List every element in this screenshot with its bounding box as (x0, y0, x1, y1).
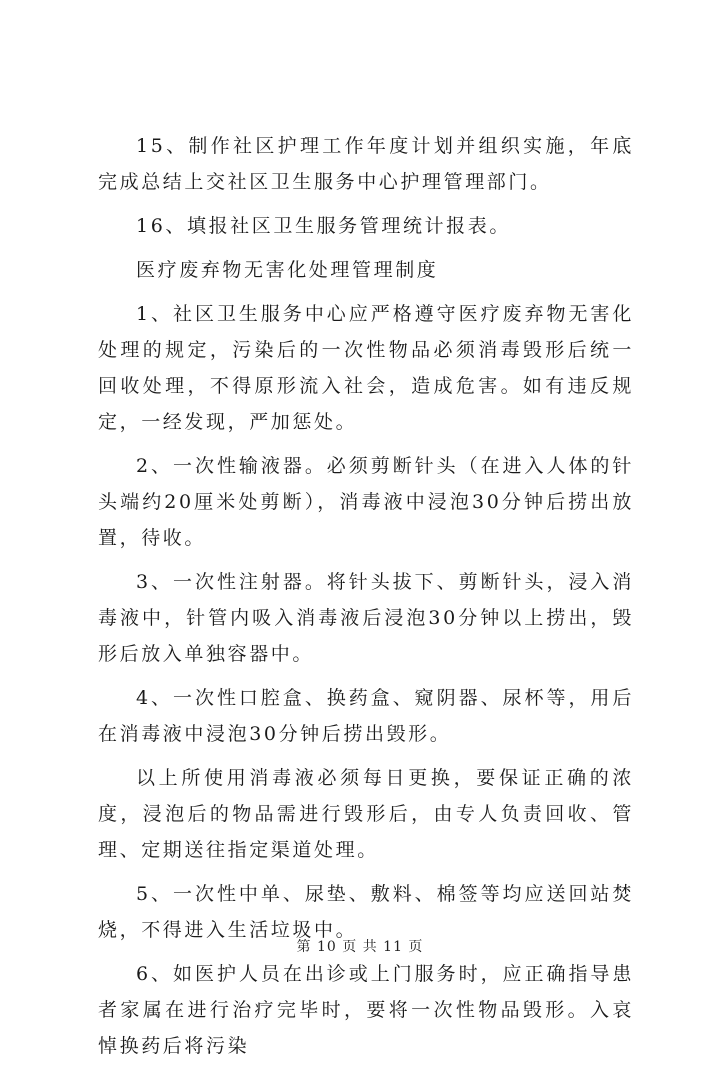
paragraph-15: 15、制作社区护理工作年度计划并组织实施，年底完成总结上交社区卫生服务中心护理管理部门。 (98, 135, 634, 193)
paragraph-16: 16、填报社区卫生服务管理统计报表。 (136, 215, 511, 237)
paragraph-rule-6: 6、如医护人员在出诊或上门服务时，应正确指导患者家属在进行治疗完毕时，要将一次性物品毁形。入哀悼换药后将污染 (98, 963, 634, 1057)
document-body (98, 128, 634, 1072)
paragraph-rule-1: 1、社区卫生服务中心应严格遵守医疗废弃物无害化处理的规定，污染后的一次性物品必须消毒毁形后统一回收处理，不得原形流入社会，造成危害。如有违反规定，一经发现，严加惩处。 (98, 303, 634, 433)
paragraph-rule-5: 5、一次性中单、尿垫、敷料、棉签等均应送回站焚烧，不得进入生活垃圾中。 (98, 883, 634, 941)
paragraph-disinfectant-note: 以上所使用消毒液必须每日更换，要保证正确的浓度，浸泡后的物品需进行毁形后，由专人负责回收、管理、定期送往指定渠道处理。 (98, 767, 634, 861)
page-footer (0, 936, 720, 956)
paragraph-rule-3: 3、一次性注射器。将针头拔下、剪断针头，浸入消毒液中，针管内吸入消毒液后浸泡30分钟以上捞出，毁形后放入单独容器中。 (98, 571, 634, 665)
section-heading: 医疗废弃物无害化处理管理制度 (136, 259, 439, 281)
paragraph-rule-4: 4、一次性口腔盒、换药盒、窥阴器、尿杯等，用后在消毒液中浸泡30分钟后捞出毁形。 (98, 687, 634, 745)
paragraph-rule-2: 2、一次性输液器。必须剪断针头（在进入人体的针头端约20厘米处剪断），消毒液中浸泡30分钟后捞出放置，待收。 (98, 455, 634, 549)
page-number: 第 10 页 共 11 页 (296, 939, 424, 955)
